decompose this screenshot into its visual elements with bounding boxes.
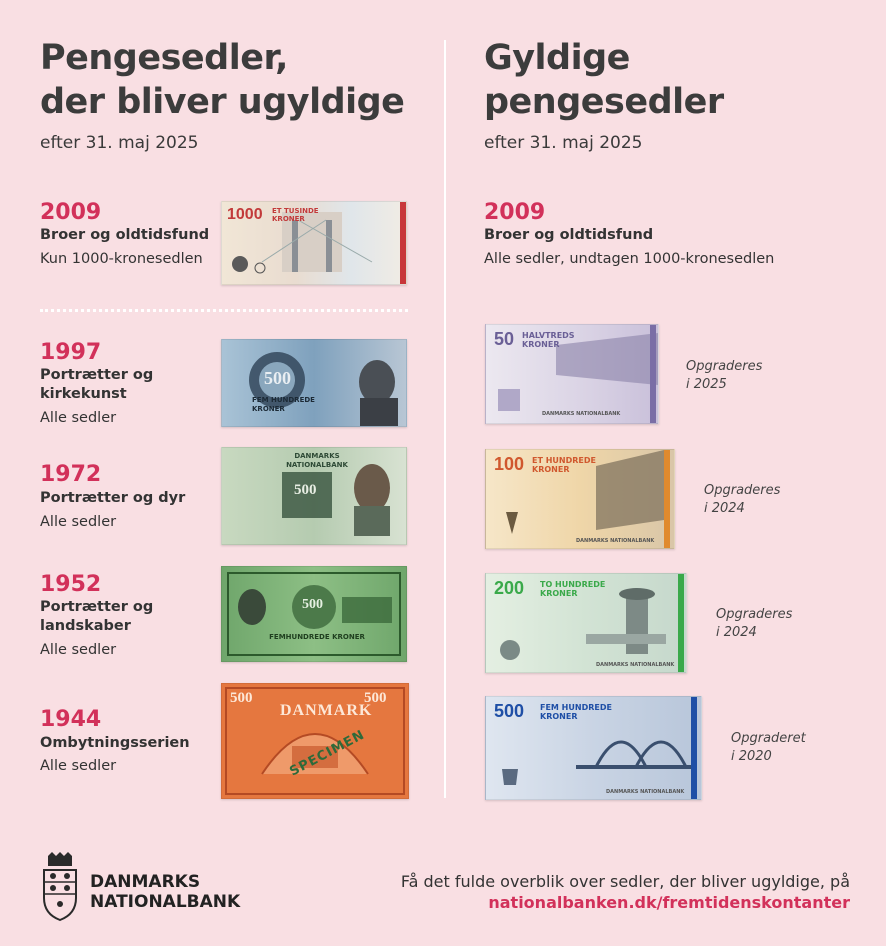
item-desc: Alle sedler (40, 758, 117, 774)
note-value: 50 (494, 329, 515, 349)
note-value: 500 (294, 482, 317, 498)
note-bank: DANMARKS NATIONALBANK (596, 662, 675, 668)
note-label: TO HUNDREDE KRONER (540, 580, 606, 598)
year-2009-right: 2009 (484, 200, 546, 225)
note-label: ET HUNDREDE KRONER (532, 456, 596, 474)
upgrade-note: Opgraderet i 2020 (731, 731, 806, 764)
banknote-1972-image (221, 447, 407, 545)
note-value: 500 (494, 701, 525, 721)
item-title: Broer og oldtidsfund (484, 227, 654, 243)
note-text: FEM HUNDREDE KRONER (252, 396, 315, 413)
left-subtitle: efter 31. maj 2025 (40, 133, 199, 153)
item-desc: Alle sedler (40, 642, 117, 658)
banknote-200-image (485, 573, 687, 673)
item-desc: Alle sedler, undtagen 1000-kronesedlen (484, 251, 775, 267)
note-text: DANMARKS NATIONALBANK (286, 452, 348, 469)
note-label: FEM HUNDREDE KRONER (540, 703, 612, 721)
banknote-100-image (485, 449, 675, 549)
item-title: Broer og oldtidsfund (40, 227, 210, 243)
dotted-separator (40, 309, 408, 312)
year-1952: 1952 (40, 572, 102, 597)
note-value: 500 (230, 690, 253, 706)
item-title: Portrætter og kirkekunst (40, 367, 154, 402)
crest-icon (40, 852, 80, 922)
note-bank: DANMARKS NATIONALBANK (576, 538, 655, 544)
note-value: 100 (494, 454, 525, 474)
right-heading: Gyldige pengesedler (484, 38, 724, 122)
note-value: 500 (302, 597, 323, 612)
note-value-right: 500 (364, 690, 387, 706)
note-value: 500 (264, 368, 291, 388)
banknote-1952-image (221, 566, 407, 662)
banknote-1997-image (221, 339, 407, 427)
right-subtitle: efter 31. maj 2025 (484, 133, 643, 153)
upgrade-note: Opgraderes i 2024 (716, 607, 793, 640)
banknote-500-image (485, 696, 702, 800)
note-bank: DANMARKS NATIONALBANK (542, 411, 621, 417)
note-bank: DANMARKS NATIONALBANK (606, 789, 685, 795)
upgrade-note: Opgraderes i 2024 (704, 483, 781, 516)
specimen-stamp: SPECIMEN (287, 727, 368, 780)
item-desc: Alle sedler (40, 410, 117, 426)
note-value: 200 (494, 578, 525, 598)
item-desc: Alle sedler (40, 514, 117, 530)
footer-text: Få det fulde overblik over sedler, der bliver ugyldige, på (400, 872, 850, 891)
note-text: DANMARK (280, 702, 373, 719)
item-title: Ombytningsserien (40, 735, 190, 751)
year-2009: 2009 (40, 200, 102, 225)
left-heading: Pengesedler, der bliver ugyldige (40, 38, 405, 122)
item-title: Portrætter og landskaber (40, 599, 154, 634)
note-text: FEMHUNDREDE KRONER (269, 633, 365, 641)
note-text: ET TUSINDE KRONER (272, 207, 319, 223)
year-1944: 1944 (40, 707, 102, 732)
banknote-1944-image (221, 683, 409, 799)
item-title: Portrætter og dyr (40, 490, 186, 506)
column-divider (444, 40, 446, 798)
year-1997: 1997 (40, 340, 102, 365)
logo-text: DANMARKS NATIONALBANK (90, 872, 241, 912)
note-value: 1000 (227, 206, 263, 223)
banknote-1000-image (221, 201, 407, 285)
year-1972: 1972 (40, 462, 102, 487)
footer-link[interactable]: nationalbanken.dk/fremtidenskontanter (488, 893, 850, 912)
banknote-50-image (485, 324, 659, 424)
note-label: HALVTREDS KRONER (522, 331, 575, 349)
upgrade-note: Opgraderes i 2025 (686, 359, 763, 392)
item-desc: Kun 1000-kronesedlen (40, 251, 203, 267)
